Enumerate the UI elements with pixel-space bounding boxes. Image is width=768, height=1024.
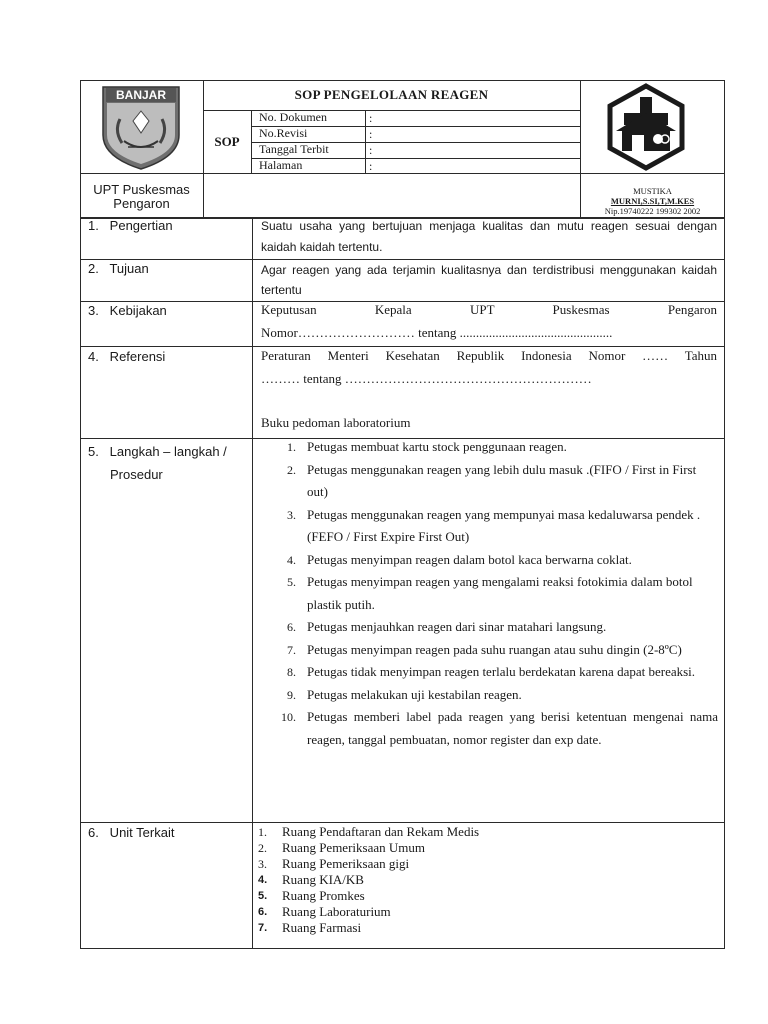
related-unit [258, 856, 688, 872]
org-line-2: Pengaron [113, 196, 170, 211]
section-label-langkah [88, 440, 227, 486]
step-number: 8. [287, 665, 296, 679]
step-text: Petugas menyimpan reagen yang mengalami reaksi fotokimia dalam botol plastik putih. [307, 574, 693, 612]
unit-number: 3. [258, 857, 267, 871]
step-text: Petugas menyimpan reagen pada suhu ruangan atau suhu dingin (2-8ºC) [307, 641, 682, 657]
section-text-pengertian: Suatu usaha yang bertujuan menjaga kualitas dan mutu reagen sesuai dengan kaidah kaidah tertentu. [261, 219, 717, 254]
related-unit [258, 840, 688, 856]
section-text-kebijakan-line2: Nomor……………………… tentang ............................................... [261, 325, 613, 340]
step-text: Petugas menjauhkan reagen dari sinar matahari langsung. [307, 619, 607, 634]
related-units-list [258, 824, 688, 936]
org-name [80, 183, 203, 211]
unit-name: Ruang Farmasi [282, 920, 362, 935]
puskesmas-logo [602, 83, 690, 171]
procedure-step [262, 706, 718, 751]
section-text-referensi-line1: Peraturan Menteri Kesehatan Republik Indonesia Nomor …… Tahun [261, 348, 717, 363]
step-number: 3. [287, 507, 296, 522]
header-divider-row [80, 173, 725, 174]
signer-nip: Nip.19740222 199302 2002 [604, 206, 701, 216]
section-text-referensi-line3: Buku pedoman laboratorium [261, 415, 411, 430]
meta-sep: : [369, 127, 373, 141]
signer-name: MURNI,S.SI,T,M.KES [610, 196, 695, 206]
meta-sep: : [369, 111, 373, 125]
signer-block [580, 186, 725, 216]
step-number: 9. [287, 687, 296, 702]
step-number: 5. [287, 575, 296, 589]
procedure-step [262, 504, 718, 549]
step-number: 7. [287, 642, 296, 657]
sop-label: SOP [214, 134, 240, 149]
step-text: Petugas menyimpan reagen dalam botol kaca berwarna coklat. [307, 551, 632, 567]
banjar-logo [98, 83, 184, 171]
related-unit [258, 888, 688, 904]
meta-label-no-revisi: No.Revisi [259, 126, 308, 140]
section-label-referensi: 4. Referensi [88, 349, 166, 364]
unit-name: Ruang Laboraturium [282, 904, 391, 919]
meta-label-tanggal-terbit: Tanggal Terbit [259, 142, 329, 156]
label-column-divider [252, 218, 253, 949]
unit-number: 4. [258, 874, 268, 886]
step-number: 6. [287, 620, 296, 634]
row-divider [80, 346, 725, 347]
procedure-step [262, 639, 718, 662]
unit-name: Ruang Pemeriksaan gigi [282, 856, 410, 871]
section-label-langkah-line1: 5. Langkah – langkah / [88, 444, 227, 459]
procedure-step [262, 436, 718, 459]
section-label-kebijakan: 3. Kebijakan [88, 303, 167, 318]
step-text: Petugas membuat kartu stock penggunaan reagen. [307, 439, 567, 454]
meta-label-halaman: Halaman [259, 158, 303, 172]
unit-number: 6. [258, 906, 268, 918]
step-text: Petugas memberi label pada reagen yang berisi ketentuan mengenai nama reagen, tanggal pembuatan, nomor register dan exp date. [307, 709, 718, 747]
section-text-kebijakan-line1: Keputusan Kepala UPT Puskesmas Pengaron [261, 302, 717, 317]
step-number: 2. [287, 462, 296, 477]
unit-name: Ruang Pendaftaran dan Rekam Medis [282, 824, 480, 839]
meta-sep: : [369, 159, 373, 173]
section-label-unit-terkait: 6. Unit Terkait [88, 825, 175, 840]
procedure-step [262, 684, 718, 707]
document-title: SOP PENGELOLAAN REAGEN [294, 87, 489, 102]
related-unit [258, 824, 688, 840]
section-label-langkah-line2: Prosedur [110, 467, 163, 482]
related-unit [258, 920, 688, 936]
procedure-step [262, 661, 718, 684]
step-number: 4. [287, 552, 296, 567]
unit-number: 1. [258, 825, 267, 839]
unit-number: 7. [258, 922, 268, 934]
step-text: Petugas tidak menyimpan reagen terlalu berdekatan karena dapat bereaksi. [307, 664, 696, 679]
unit-name: Ruang Pemeriksaan Umum [282, 840, 425, 855]
procedure-step [262, 549, 718, 572]
related-unit [258, 872, 688, 888]
signer-name: MUSTIKA [633, 186, 672, 196]
step-text: Petugas melakukan uji kestabilan reagen. [307, 686, 522, 702]
procedure-step [262, 571, 718, 616]
section-label-tujuan: 2. Tujuan [88, 261, 149, 276]
unit-number: 5. [258, 890, 268, 902]
section-text-referensi-line2: ……… tentang ………………………………………………… [261, 371, 592, 386]
procedure-step [262, 616, 718, 639]
logo-text: BANJAR [115, 88, 167, 102]
unit-name: Ruang KIA/KB [282, 872, 364, 887]
step-number: 10. [281, 710, 296, 724]
org-line-1: UPT Puskesmas [93, 182, 190, 197]
unit-number: 2. [258, 841, 267, 855]
procedure-step [262, 459, 718, 504]
step-text: Petugas menggunakan reagen yang lebih dulu masuk .(FIFO / First in First out) [307, 461, 697, 499]
step-number: 1. [287, 440, 296, 454]
step-text: Petugas menggunakan reagen yang mempunyai masa kedaluwarsa pendek .(FEFO / First Expire First Out) [307, 506, 701, 544]
unit-name: Ruang Promkes [282, 888, 365, 903]
row-divider [80, 822, 725, 823]
meta-label-no-dokumen: No. Dokumen [259, 110, 327, 124]
section-text-tujuan: Agar reagen yang ada terjamin kualitasnya dan terdistribusi menggunakan kaidah tertentu [261, 263, 717, 297]
procedure-steps [262, 436, 718, 751]
related-unit [258, 904, 688, 920]
meta-sep: : [369, 143, 373, 157]
section-label-pengertian: 1. Pengertian [88, 218, 173, 233]
